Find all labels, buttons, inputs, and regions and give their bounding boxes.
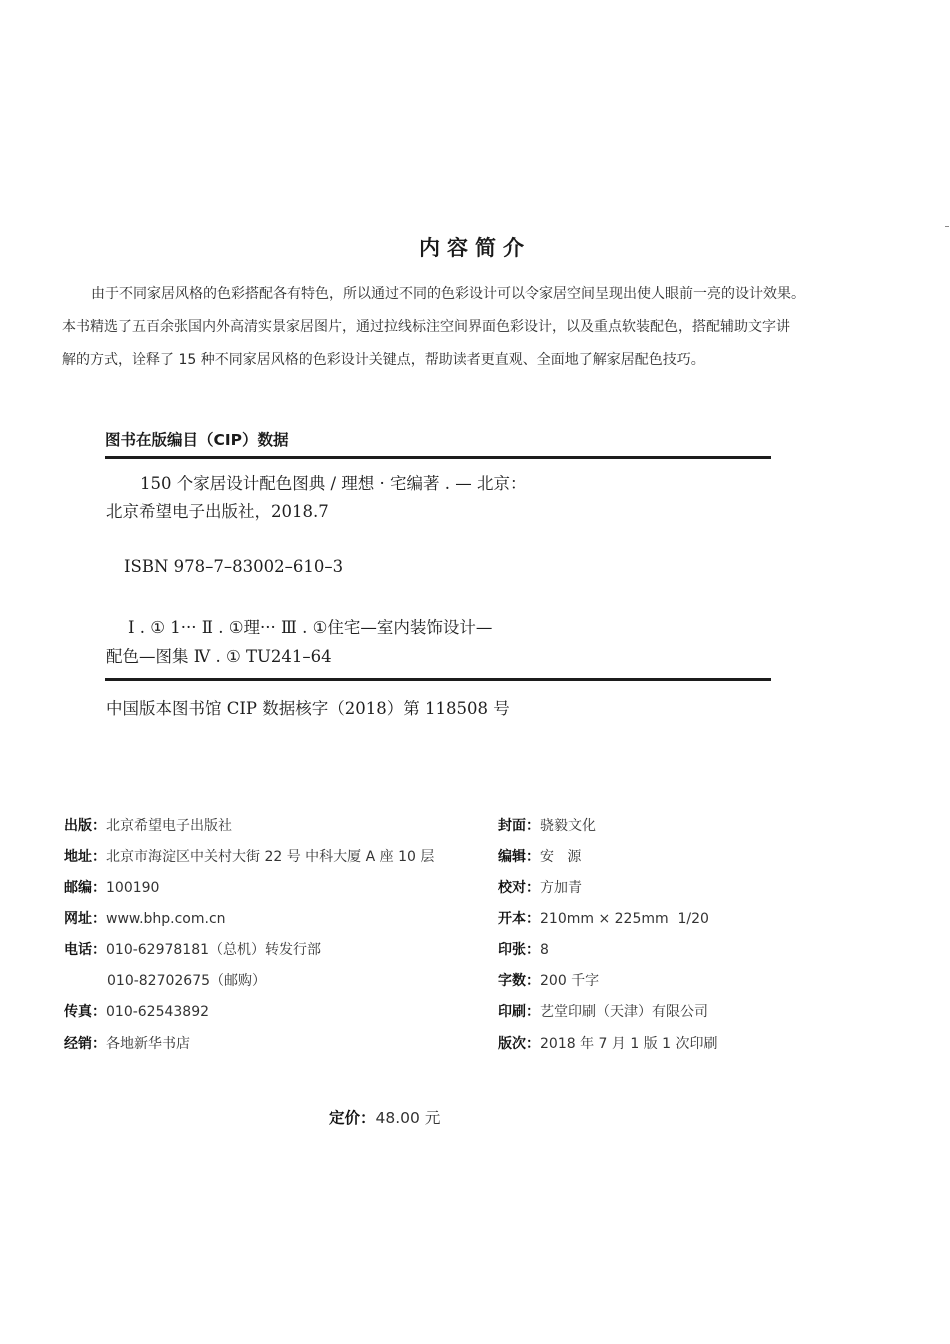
info-label: 开本： bbox=[498, 911, 540, 927]
info-value: 100190 bbox=[106, 880, 160, 896]
info-phone bbox=[64, 939, 321, 959]
info-label: 出版： bbox=[64, 818, 106, 834]
info-website bbox=[64, 908, 226, 928]
info-value: 北京市海淀区中关村大街 22 号 中科大厦 A 座 10 层 bbox=[106, 849, 435, 865]
info-fax bbox=[64, 1001, 209, 1021]
price-label: 定价： bbox=[329, 1109, 376, 1127]
info-value: 200 千字 bbox=[540, 973, 600, 989]
info-value: 安 源 bbox=[540, 849, 582, 865]
cip-line-1: 150 个家居设计配色图典 / 理想 · 宅编著 . — 北京： bbox=[140, 474, 527, 493]
info-value: 2018 年 7 月 1 版 1 次印刷 bbox=[540, 1036, 718, 1052]
cip-approval: 中国版本图书馆 CIP 数据核字（2018）第 118508 号 bbox=[106, 699, 510, 718]
info-postcode bbox=[64, 877, 159, 897]
info-phone-2 bbox=[64, 970, 266, 990]
info-word-count bbox=[498, 970, 599, 990]
info-value: 骁毅文化 bbox=[540, 818, 596, 834]
cip-title: 图书在版编目（CIP）数据 bbox=[105, 431, 289, 449]
scan-mark bbox=[945, 226, 949, 227]
info-value: 210mm × 225mm 1/20 bbox=[540, 911, 709, 927]
cip-class-line-2: 配色—图集 Ⅳ . ① TU241–64 bbox=[106, 647, 332, 666]
info-format bbox=[498, 908, 709, 928]
cip-line-2: 北京希望电子出版社，2018.7 bbox=[106, 502, 329, 521]
info-proofreader bbox=[498, 877, 582, 897]
info-address bbox=[64, 846, 434, 866]
info-value: 8 bbox=[540, 942, 549, 958]
info-value: www.bhp.com.cn bbox=[106, 911, 226, 927]
info-label: 印刷： bbox=[498, 1004, 540, 1020]
info-label: 版次： bbox=[498, 1036, 540, 1052]
cip-top-rule bbox=[105, 456, 771, 459]
intro-heading: 内容简介 bbox=[419, 235, 531, 260]
info-distributor bbox=[64, 1033, 190, 1053]
info-label: 电话： bbox=[64, 942, 106, 958]
info-value: 方加青 bbox=[540, 880, 582, 896]
price bbox=[329, 1106, 440, 1128]
info-editor bbox=[498, 846, 581, 866]
info-printer bbox=[498, 1001, 708, 1021]
info-label: 编辑： bbox=[498, 849, 540, 865]
price-value: 48.00 元 bbox=[375, 1109, 441, 1127]
info-label: 校对： bbox=[498, 880, 540, 896]
intro-line-3: 解的方式，诠释了 15 种不同家居风格的色彩设计关键点，帮助读者更直观、全面地了解家居配色技巧。 bbox=[62, 352, 705, 368]
cip-bottom-rule bbox=[105, 678, 771, 681]
info-label: 网址： bbox=[64, 911, 106, 927]
info-sheets bbox=[498, 939, 549, 959]
cip-isbn: ISBN 978–7–83002–610–3 bbox=[124, 557, 344, 576]
info-label: 印张： bbox=[498, 942, 540, 958]
info-value: 北京希望电子出版社 bbox=[106, 818, 232, 834]
info-label: 封面： bbox=[498, 818, 540, 834]
info-label: 地址： bbox=[64, 849, 106, 865]
info-value: 010-62978181（总机）转发行部 bbox=[106, 942, 322, 958]
info-value: 艺堂印刷（天津）有限公司 bbox=[540, 1004, 708, 1020]
info-value: 010-82702675（邮购） bbox=[107, 973, 267, 989]
info-value: 010-62543892 bbox=[106, 1004, 210, 1020]
info-publisher bbox=[64, 815, 232, 835]
info-label: 字数： bbox=[498, 973, 540, 989]
info-value: 各地新华书店 bbox=[106, 1036, 190, 1052]
intro-line-2: 本书精选了五百余张国内外高清实景家居图片，通过拉线标注空间界面色彩设计，以及重点软装配色，搭配辅助文字讲 bbox=[62, 319, 790, 335]
intro-line-1: 由于不同家居风格的色彩搭配各有特色，所以通过不同的色彩设计可以令家居空间呈现出使人眼前一亮的设计效果。 bbox=[91, 286, 805, 302]
info-label: 邮编： bbox=[64, 880, 106, 896]
info-label: 经销： bbox=[64, 1036, 106, 1052]
info-cover bbox=[498, 815, 596, 835]
info-edition bbox=[498, 1033, 718, 1053]
cip-class-line-1: Ⅰ . ① 1··· Ⅱ . ①理··· Ⅲ . ①住宅—室内装饰设计— bbox=[128, 618, 493, 637]
info-label: 传真： bbox=[64, 1004, 106, 1020]
